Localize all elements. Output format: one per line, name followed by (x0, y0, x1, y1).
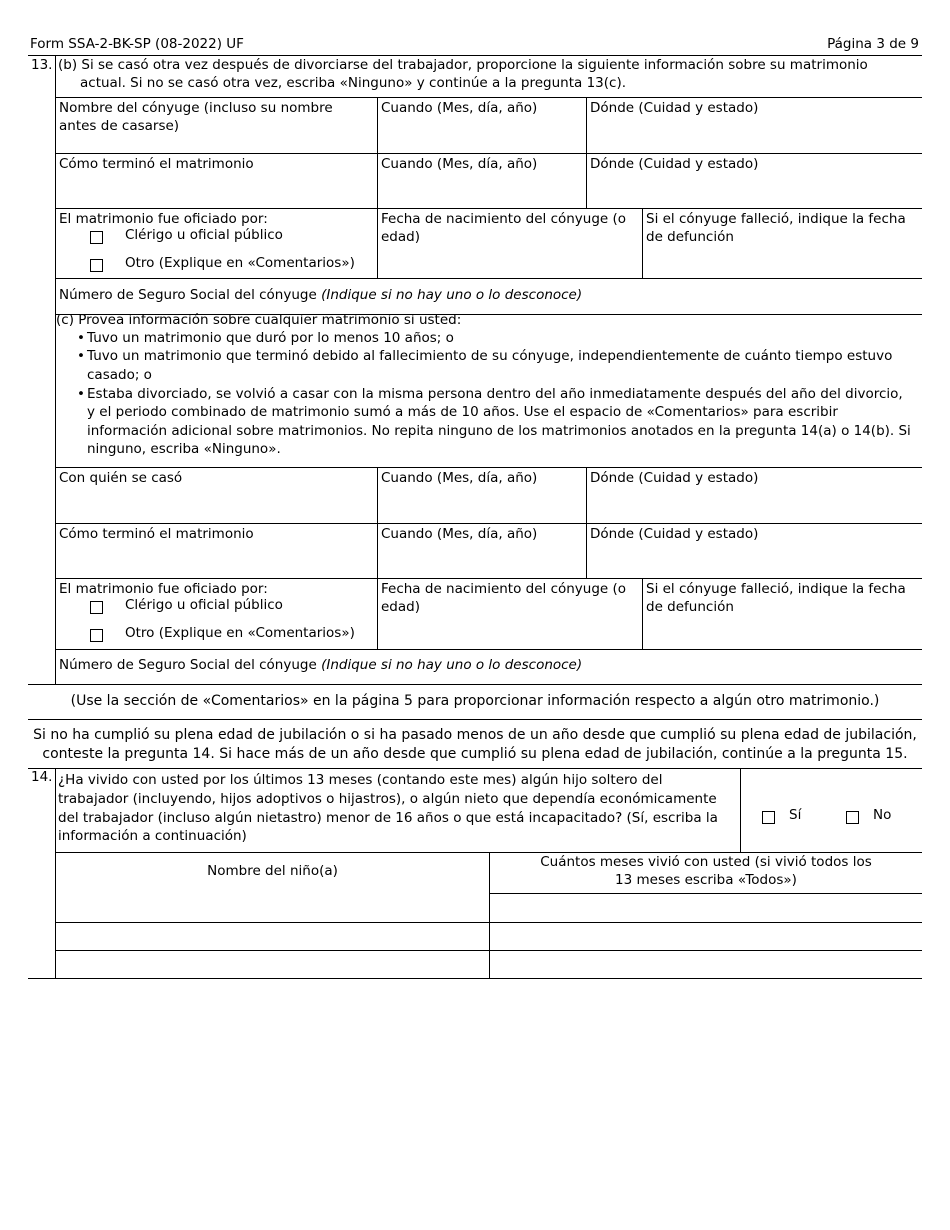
q13b-spouse-name-label: Nombre del cónyuge (incluso su nombre antes de casarse) (59, 100, 333, 134)
q13c-clergy-checkbox[interactable] (90, 601, 103, 614)
q14-question-line2: trabajador (incluyendo, hijos adoptivos o hijastros), o algún nieto que dependía económicamente (58, 791, 717, 807)
q13c-spouse-dob-label: Fecha de nacimiento del cónyuge (o edad) (381, 581, 627, 615)
q13b-other-label: Otro (Explique en «Comentarios») (125, 255, 355, 271)
q13b-death-date-label: Si el cónyuge falleció, indique la fecha de defunción (646, 211, 906, 245)
q13b-how-ended-field[interactable] (56, 154, 376, 208)
q13c-other-checkbox[interactable] (90, 629, 103, 642)
q13c-where-label: Dónde (Cuidad y estado) (590, 470, 759, 486)
q13b-where-label: Dónde (Cuidad y estado) (590, 100, 759, 116)
q14-child-name-input-2[interactable] (56, 923, 489, 950)
q14-no-label: No (873, 807, 892, 823)
q13b-spouse-name-field[interactable] (56, 98, 376, 153)
q14-question-line3: del trabajador (incluso algún nietastro) menor de 16 años o que está incapacitado? (Sí, escriba la (58, 810, 718, 826)
q13c-officiated-label: El matrimonio fue oficiado por: (59, 581, 268, 597)
instruction-line2: conteste la pregunta 14. Si hace más de un año desde que cumplió su plena edad de jubilación, continúe a la pregunta 15. (42, 746, 908, 762)
q14-months-header-line1: Cuántos meses vivió con usted (si vivió todos los (540, 854, 872, 870)
q13b-ssn-field[interactable] (56, 285, 921, 307)
q13b-intro-line1: (b) Si se casó otra vez después de divorciarse del trabajador, proporcione la siguiente información sobre su matrimonio (58, 57, 868, 73)
q13c-ssn-label: Número de Seguro Social del cónyuge (59, 657, 317, 673)
q13c-bullet3-line4: ninguno, escriba «Ninguno». (87, 441, 281, 457)
q13c-intro: (c) Provea información sobre cualquier matrimonio si usted: (56, 312, 462, 328)
q13b-ssn-note: (Indique si no hay uno o lo desconoce) (321, 287, 583, 303)
q14-months-input-2[interactable] (490, 923, 922, 950)
q13c-bullet2-line1: Tuvo un matrimonio que terminó debido al fallecimiento de su cónyuge, independientemente de cuánto tiempo estuvo (87, 348, 893, 364)
q13b-spouse-dob-label: Fecha de nacimiento del cónyuge (o edad) (381, 211, 627, 245)
q13c-bullet2-line2: casado; o (87, 367, 152, 383)
top-rule (28, 55, 922, 56)
q13-number: 13. (31, 57, 53, 73)
q13c-married-to-label: Con quién se casó (59, 470, 183, 486)
q14-months-input-1[interactable] (490, 894, 922, 922)
bottom-rule (28, 978, 922, 979)
q13b-death-date-field[interactable] (643, 209, 921, 278)
q13b-clergy-label: Clérigo u oficial público (125, 227, 283, 243)
q13c-death-date-label: Si el cónyuge falleció, indique la fecha de defunción (646, 581, 906, 615)
comments-note: (Use la sección de «Comentarios» en la página 5 para proporcionar información respecto a algún otro matrimonio.) (70, 693, 880, 709)
bullet-3: • (77, 386, 85, 402)
q13b-how-ended-label: Cómo terminó el matrimonio (59, 156, 254, 172)
q13c-other-label: Otro (Explique en «Comentarios») (125, 625, 355, 641)
q14-child-name-input-1[interactable] (56, 894, 489, 922)
q13c-bullet3-line2: y el periodo combinado de matrimonio sumó a más de 10 años. Use el espacio de «Comentarios» para escribir (87, 404, 838, 420)
q13c-clergy-label: Clérigo u oficial público (125, 597, 283, 613)
q13c-where-field-2[interactable] (587, 524, 921, 578)
q13c-when-field-2[interactable] (378, 524, 585, 578)
q13c-bullet1: Tuvo un matrimonio que duró por lo menos 10 años; o (87, 330, 454, 346)
form-id: Form SSA-2-BK-SP (08-2022) UF (30, 36, 244, 52)
q13b-when-label-2: Cuando (Mes, día, año) (381, 156, 538, 172)
q13c-where-label-2: Dónde (Cuidad y estado) (590, 526, 759, 542)
q14-child-name-input-3[interactable] (56, 951, 489, 978)
q14-child-name-header: Nombre del niño(a) (207, 863, 338, 879)
q13c-when-label-2: Cuando (Mes, día, año) (381, 526, 538, 542)
q14-months-header-line2: 13 meses escriba «Todos») (615, 872, 797, 888)
q13b-other-checkbox[interactable] (90, 259, 103, 272)
q13b-ssn-label: Número de Seguro Social del cónyuge (59, 287, 317, 303)
q13c-ssn-field[interactable] (56, 655, 921, 677)
q13c-how-ended-field[interactable] (56, 524, 376, 578)
q14-yes-checkbox[interactable] (762, 811, 775, 824)
instruction-line1: Si no ha cumplió su plena edad de jubilación o si ha pasado menos de un año desde que cumplió su plena edad de jubilación, (33, 727, 917, 743)
q13b-officiated-label: El matrimonio fue oficiado por: (59, 211, 268, 227)
q13c-when-field[interactable] (378, 468, 585, 523)
q14-yes-label: Sí (789, 807, 802, 823)
q14-question-line1: ¿Ha vivido con usted por los últimos 13 meses (contando este mes) algún hijo soltero del (58, 772, 663, 788)
q13c-how-ended-label: Cómo terminó el matrimonio (59, 526, 254, 542)
bullet-1: • (77, 330, 85, 346)
q13b-where-field-2[interactable] (587, 154, 921, 208)
q14-months-input-3[interactable] (490, 951, 922, 978)
q13c-bullet3-line1: Estaba divorciado, se volvió a casar con la misma persona dentro del año inmediatamente después del año del divorcio, (87, 386, 903, 402)
q13b-clergy-checkbox[interactable] (90, 231, 103, 244)
q14-question-line4: información a continuación) (58, 828, 247, 844)
q13b-intro-line2: actual. Si no se casó otra vez, escriba «Ninguno» y continúe a la pregunta 13(c). (80, 75, 627, 91)
q13b-spouse-dob-field[interactable] (378, 209, 641, 278)
q14-no-checkbox[interactable] (846, 811, 859, 824)
q13c-when-label: Cuando (Mes, día, año) (381, 470, 538, 486)
q13c-spouse-dob-field[interactable] (378, 579, 641, 649)
q13c-death-date-field[interactable] (643, 579, 921, 649)
q13c-married-to-field[interactable] (56, 468, 376, 523)
bullet-2: • (77, 348, 85, 364)
q13b-when-field-2[interactable] (378, 154, 585, 208)
page-number: Página 3 de 9 (827, 36, 919, 52)
q13b-when-label: Cuando (Mes, día, año) (381, 100, 538, 116)
q13b-when-field[interactable] (378, 98, 585, 153)
q13c-ssn-note: (Indique si no hay uno o lo desconoce) (321, 657, 583, 673)
q13c-where-field[interactable] (587, 468, 921, 523)
q13c-bullet3-line3: información adicional sobre matrimonios. No repita ninguno de los matrimonios anotados en la pregunta 14(a) o 14(b). Si (87, 423, 911, 439)
q13b-where-field[interactable] (587, 98, 921, 153)
q13b-where-label-2: Dónde (Cuidad y estado) (590, 156, 759, 172)
q14-number: 14. (31, 769, 53, 785)
